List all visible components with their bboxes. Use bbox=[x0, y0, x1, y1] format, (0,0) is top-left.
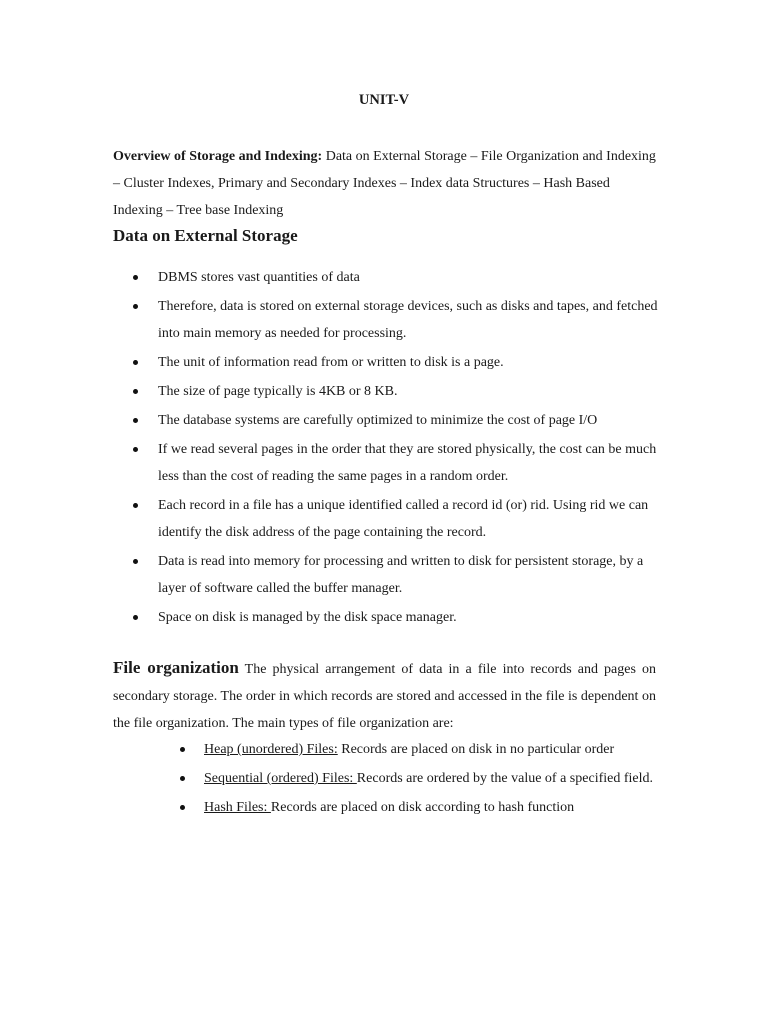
type-description: Records are ordered by the value of a specified field. bbox=[356, 771, 653, 786]
list-item-text: The size of page typically is 4KB or 8 KB. bbox=[158, 384, 398, 399]
type-term: Hash Files: bbox=[204, 800, 271, 815]
list-item bbox=[113, 436, 659, 490]
overview-paragraph bbox=[113, 143, 659, 224]
bullet-icon bbox=[133, 275, 138, 280]
list-item bbox=[113, 407, 659, 434]
external-storage-bullet-list bbox=[113, 264, 659, 633]
overview-label: Overview of Storage and Indexing: bbox=[113, 149, 323, 164]
list-item-text: Data is read into memory for processing and written to disk for persistent storage, by a layer of software called the buffer manager. bbox=[158, 554, 644, 596]
type-term: Heap (unordered) Files: bbox=[204, 742, 338, 757]
file-organization-text: The physical arrangement of data in a file into records and pages on secondary storage. The order in which records are stored and accessed in the file is dependent on the file organization. The main types of file organization are: bbox=[113, 662, 657, 731]
bullet-icon bbox=[133, 360, 138, 365]
type-term: Sequential (ordered) Files: bbox=[204, 771, 357, 786]
bullet-icon bbox=[133, 615, 138, 620]
list-item bbox=[180, 765, 658, 792]
section-heading-file-organization: File organization bbox=[113, 658, 239, 677]
unit-title bbox=[0, 92, 768, 109]
list-item-text: Space on disk is managed by the disk space manager. bbox=[158, 610, 457, 625]
list-item bbox=[113, 604, 659, 631]
list-item-text: DBMS stores vast quantities of data bbox=[158, 270, 360, 285]
list-item-text: Therefore, data is stored on external storage devices, such as disks and tapes, and fetched into main memory as needed for processing. bbox=[158, 299, 658, 341]
bullet-icon bbox=[133, 418, 138, 423]
bullet-icon bbox=[133, 304, 138, 309]
list-item bbox=[113, 264, 659, 291]
list-item-text: The database systems are carefully optimized to minimize the cost of page I/O bbox=[158, 413, 598, 428]
bullet-icon bbox=[133, 447, 138, 452]
bullet-icon bbox=[133, 503, 138, 508]
list-item-text: The unit of information read from or written to disk is a page. bbox=[158, 355, 504, 370]
list-item-text: If we read several pages in the order that they are stored physically, the cost can be much less than the cost of reading the same pages in a random order. bbox=[158, 442, 657, 484]
list-item bbox=[113, 378, 659, 405]
file-organization-types-list bbox=[180, 736, 658, 823]
bullet-icon bbox=[180, 805, 185, 810]
unit-title-text: UNIT-V bbox=[358, 92, 410, 108]
overview-text: Data on External Storage – File Organization and Indexing – Cluster Indexes, Primary and Secondary Indexes – Index data Structures – Hash Based Indexing – Tree base Indexing bbox=[113, 149, 656, 218]
list-item bbox=[113, 293, 659, 347]
list-item-text: Each record in a file has a unique identified called a record id (or) rid. Using rid we can identify the disk address of the page containing the record. bbox=[158, 498, 649, 540]
bullet-icon bbox=[133, 559, 138, 564]
bullet-icon bbox=[133, 389, 138, 394]
list-item bbox=[180, 794, 658, 821]
bullet-icon bbox=[180, 776, 185, 781]
type-description: Records are placed on disk according to hash function bbox=[270, 800, 575, 815]
file-organization-paragraph bbox=[113, 654, 656, 737]
list-item bbox=[113, 548, 659, 602]
type-description: Records are placed on disk in no particular order bbox=[337, 742, 615, 757]
list-item bbox=[113, 349, 659, 376]
list-item bbox=[113, 492, 659, 546]
bullet-icon bbox=[180, 747, 185, 752]
list-item bbox=[180, 736, 658, 763]
section-heading-external-storage: Data on External Storage bbox=[113, 226, 298, 245]
